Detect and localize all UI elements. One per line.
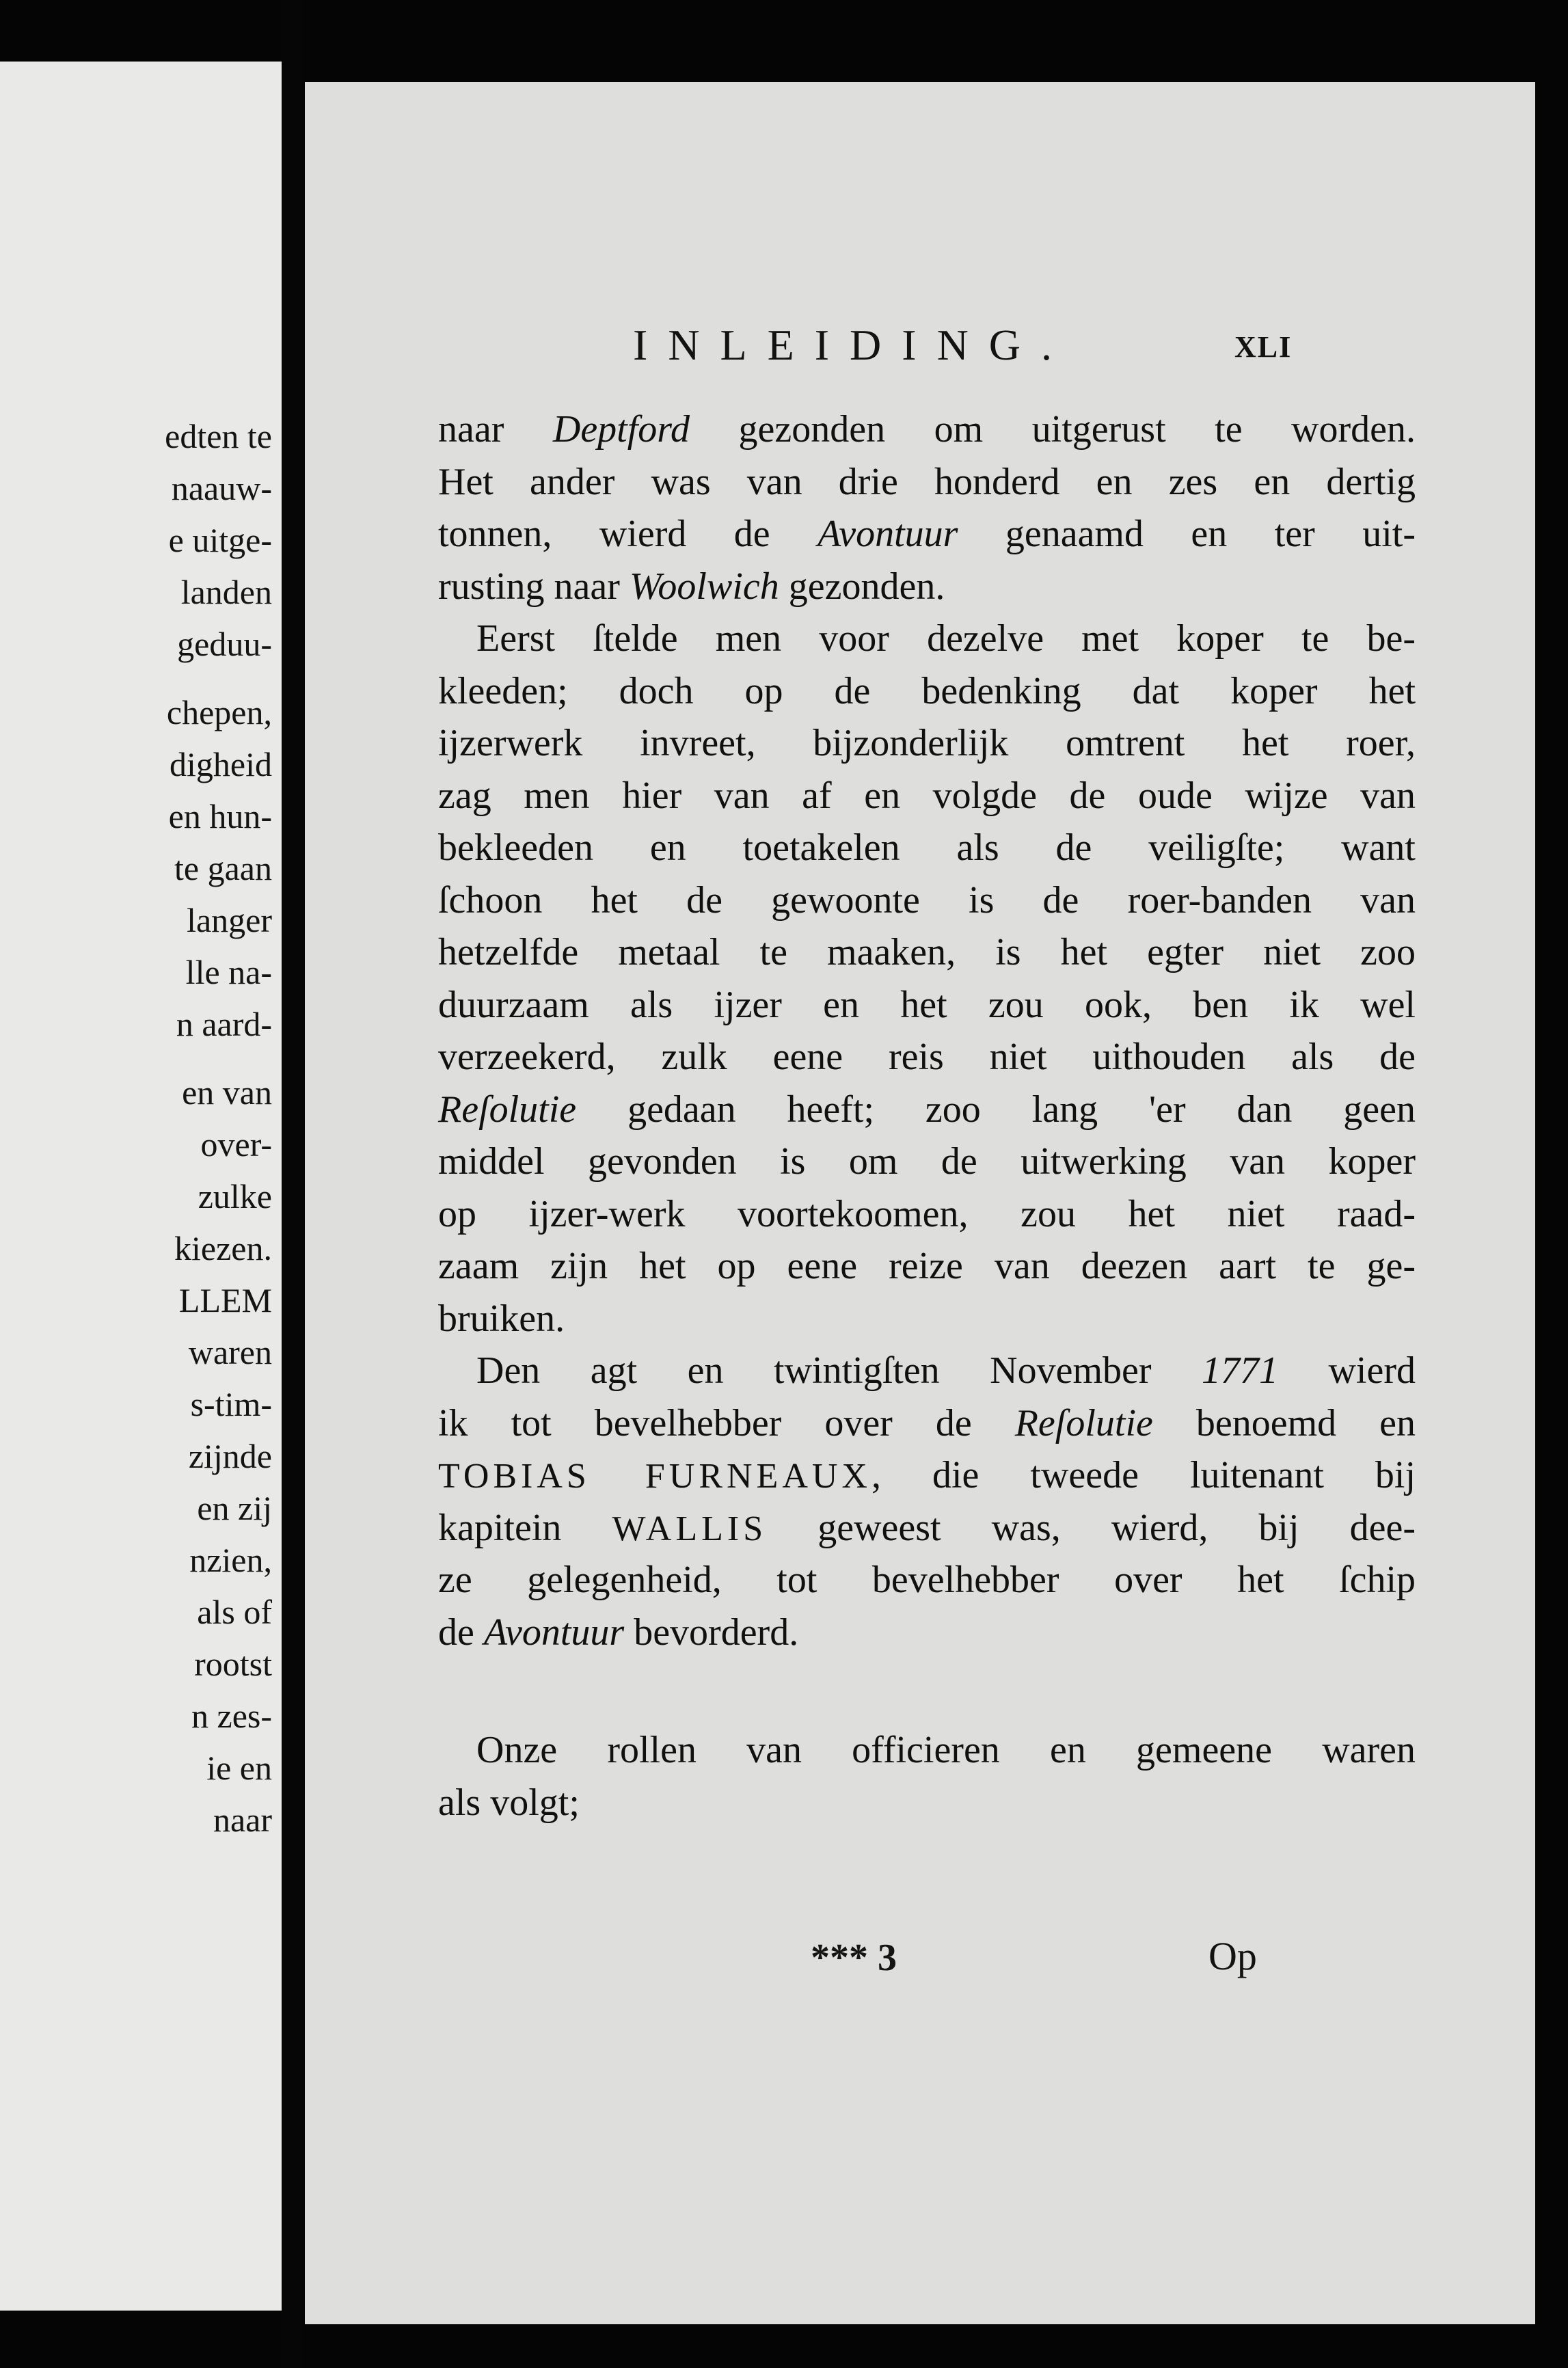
left-page-text: [0, 410, 272, 1846]
text-run: bruiken.: [438, 1297, 565, 1340]
page-header: [305, 314, 1535, 376]
text-run: Het ander was van drie honderd en zes en dertig: [438, 460, 1416, 503]
left-page-line: landen: [180, 573, 272, 611]
paragraph: [438, 613, 1416, 1345]
text-run: hetzelfde metaal te maaken, is het egter niet zoo: [438, 931, 1416, 973]
text-run: naar: [438, 408, 553, 450]
text-run: middel gevonden is om de uitwerking van koper: [438, 1140, 1416, 1183]
text-run: geweest was, wierd, bij dee-: [767, 1506, 1416, 1549]
left-page-line: en hun-: [168, 797, 272, 835]
paragraph: [438, 403, 1416, 613]
italic-text: Reſolutie: [1014, 1401, 1153, 1444]
left-page-line: lle na-: [185, 953, 272, 991]
left-page-line: zulke: [198, 1177, 272, 1215]
text-line: [438, 508, 1416, 561]
signature-mark: *** 3: [811, 1937, 897, 1979]
text-run: bekleeden en toetakelen als de veiligſte; want: [438, 826, 1416, 869]
text-line: [438, 1554, 1416, 1606]
text-run: op ijzer-werk voortekoomen, zou het niet raad-: [438, 1192, 1416, 1235]
text-line: [438, 1031, 1416, 1084]
text-line: [438, 717, 1416, 770]
text-run: ijzerwerk invreet, bijzonderlijk omtrent het roer,: [438, 722, 1416, 764]
left-page-line: naauw-: [171, 469, 272, 507]
paragraph-spacer: [438, 1658, 1416, 1724]
text-line: [438, 1084, 1416, 1136]
left-page-line: en van: [182, 1073, 272, 1112]
left-page-line: edten te: [165, 417, 272, 455]
text-line: [438, 1502, 1416, 1555]
left-page-line: nzien,: [189, 1541, 272, 1579]
text-run: wierd: [1278, 1349, 1416, 1392]
left-page-line: kiezen.: [174, 1229, 272, 1267]
italic-text: 1771: [1202, 1349, 1278, 1392]
left-page-line: over-: [200, 1125, 272, 1163]
body-text: [438, 403, 1416, 1829]
left-page-line: ie en: [206, 1749, 272, 1787]
left-page-line: rootst: [194, 1645, 272, 1683]
text-run: tonnen, wierd de: [438, 513, 818, 555]
text-run: zag men hier van af en volgde de oude wijze van: [438, 774, 1416, 817]
page-number: XLI: [1234, 330, 1293, 364]
left-page-line: geduu-: [177, 625, 272, 663]
text-run: gedaan heeft; zoo lang 'er dan geen: [576, 1088, 1416, 1131]
text-line: [438, 1606, 1416, 1659]
page-footer: [305, 1926, 1535, 1988]
text-run: kleeden; doch op de bedenking dat koper het: [438, 669, 1416, 712]
text-run: kapitein: [438, 1506, 612, 1549]
text-line: [438, 770, 1416, 822]
text-run: duurzaam als ijzer en het zou ook, ben ik wel: [438, 983, 1416, 1026]
text-run: ik tot bevelhebber over de: [438, 1401, 1015, 1444]
left-page-line: digheid: [170, 745, 272, 783]
left-page-line: n zes-: [191, 1697, 272, 1735]
left-page-line: zijnde: [188, 1437, 272, 1475]
left-page-line: n aard-: [176, 1005, 272, 1043]
text-line: [438, 1135, 1416, 1188]
text-run: zaam zijn het op eene reize van deezen aart te ge-: [438, 1245, 1416, 1287]
text-line: [438, 665, 1416, 718]
left-page-line: langer: [187, 901, 272, 939]
text-line: [438, 1293, 1416, 1345]
running-title: INLEIDING.: [633, 321, 1072, 369]
paragraph: [438, 1345, 1416, 1658]
text-line: [438, 1240, 1416, 1293]
text-line: [438, 822, 1416, 874]
text-run: gezonden om uitgerust te worden.: [690, 408, 1416, 450]
left-facing-page: [0, 62, 282, 2311]
left-page-gap: [0, 1050, 272, 1066]
small-caps-name: WALLIS: [612, 1509, 768, 1548]
text-line: [438, 613, 1416, 665]
text-line: [438, 1777, 1416, 1829]
text-run: genaamd en ter uit-: [958, 513, 1416, 555]
text-run: de: [438, 1611, 484, 1654]
text-line: [438, 979, 1416, 1032]
text-line: [438, 403, 1416, 456]
text-run: verzeekerd, zulk eene reis niet uithouden als de: [438, 1036, 1416, 1078]
text-run: benoemd en: [1152, 1401, 1416, 1444]
text-line: [438, 1188, 1416, 1241]
text-line: [438, 1724, 1416, 1777]
italic-text: Reſolutie: [438, 1088, 577, 1131]
italic-text: Deptford: [552, 408, 690, 450]
paragraph: [438, 1724, 1416, 1829]
left-page-line: waren: [188, 1333, 272, 1371]
text-run: Onze rollen van officieren en gemeene waren: [476, 1729, 1416, 1771]
text-run: bevorderd.: [624, 1611, 799, 1654]
left-page-line: en zij: [197, 1489, 272, 1527]
text-run: ze gelegenheid, tot bevelhebber over het ſchip: [438, 1559, 1416, 1601]
italic-text: Avontuur: [817, 513, 958, 555]
left-page-line: e uitge-: [168, 521, 272, 559]
page-gutter: [282, 0, 302, 2368]
text-line: [438, 1449, 1416, 1502]
left-page-line: naar: [213, 1801, 272, 1839]
text-line: [438, 561, 1416, 613]
text-line: [438, 1345, 1416, 1397]
text-run: , die tweede luitenant bij: [871, 1454, 1416, 1496]
text-line: [438, 874, 1416, 927]
text-line: [438, 926, 1416, 979]
text-line: [438, 1397, 1416, 1450]
text-run: rusting naar: [438, 565, 630, 608]
left-page-line: LLEM: [178, 1281, 272, 1319]
small-caps-name: TOBIAS FURNEAUX: [438, 1457, 871, 1496]
text-run: ſchoon het de gewoonte is de roer-banden van: [438, 878, 1416, 921]
left-page-gap: [0, 670, 272, 686]
left-page-line: s-tim-: [190, 1385, 272, 1423]
catchword: Op: [1208, 1934, 1257, 1978]
text-run: Eerst ſtelde men voor dezelve met koper te be-: [476, 617, 1416, 660]
text-run: Den agt en twintigſten November: [476, 1349, 1202, 1392]
text-run: gezonden.: [779, 565, 945, 608]
right-page: [305, 82, 1535, 2324]
italic-text: Woolwich: [629, 565, 779, 608]
text-run: als volgt;: [438, 1781, 580, 1824]
text-line: [438, 456, 1416, 509]
left-page-line: chepen,: [166, 693, 272, 731]
left-page-line: als of: [197, 1593, 272, 1631]
left-page-line: te gaan: [174, 849, 272, 887]
italic-text: Avontuur: [483, 1611, 625, 1654]
